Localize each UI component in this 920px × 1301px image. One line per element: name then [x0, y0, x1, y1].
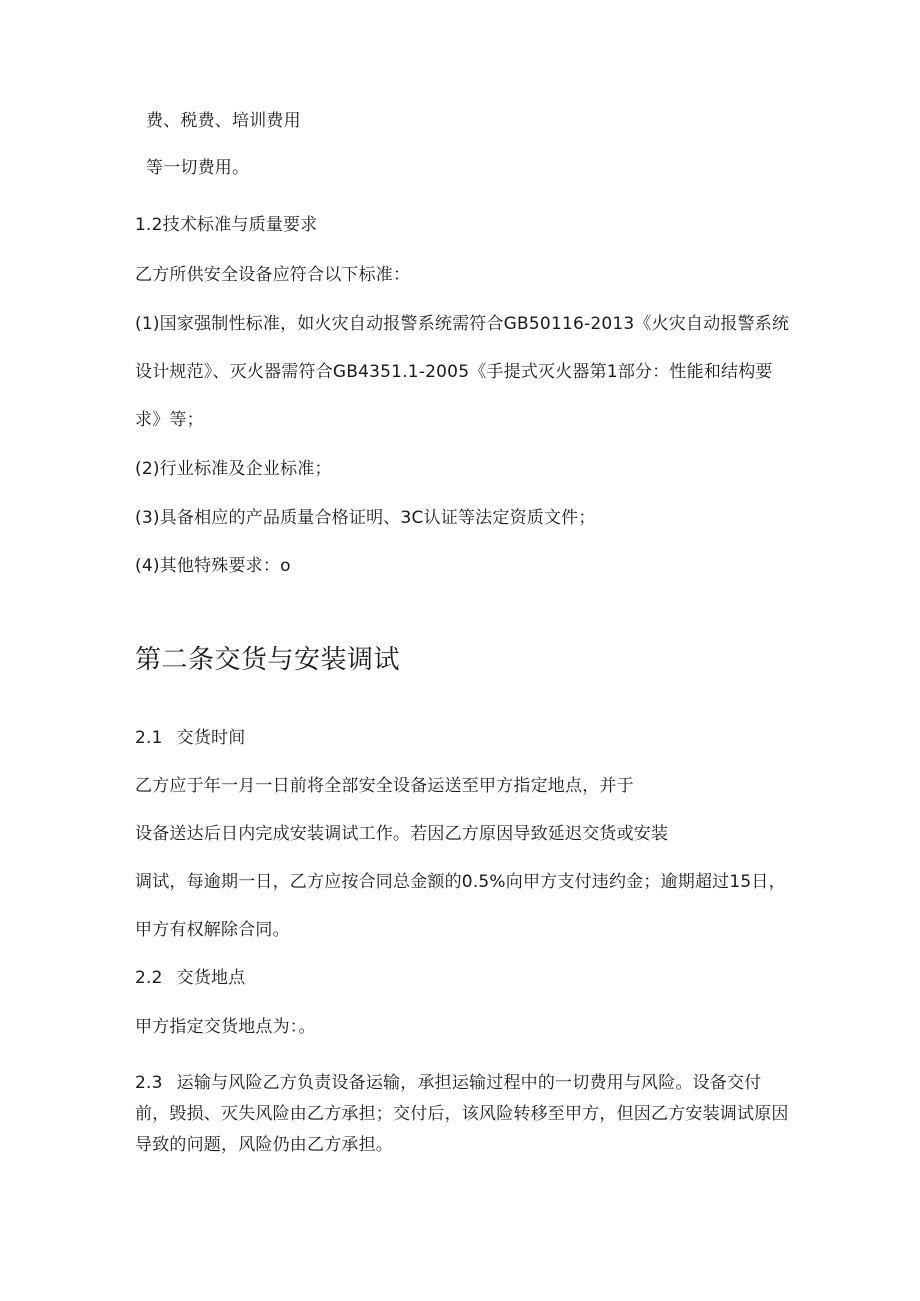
transport-risk-text-1: 运输与风险乙方负责设备运输，承担运输过程中的一切费用与风险。设备交付: [176, 1073, 762, 1093]
delivery-time-line-4: 甲方有权解除合同。: [135, 920, 290, 940]
standard-item-1-line-1: (1)国家强制性标准，如火灾自动报警系统需符合GB50116-2013《火灾自动报警系统: [135, 314, 790, 334]
subheading-1-2: 1.2技术标准与质量要求: [135, 215, 318, 235]
standard-item-2: (2)行业标准及企业标准；: [135, 459, 332, 479]
standard-item-3: (3)具备相应的产品质量合格证明、3C认证等法定资质文件；: [135, 508, 596, 528]
clause-number-2-3: 2.3: [135, 1073, 163, 1093]
subheading-2-1: [135, 727, 245, 749]
transport-risk-line-2: 前，毁损、灭失风险由乙方承担；交付后，该风险转移至甲方，但因乙方安装调试原因: [135, 1104, 789, 1124]
delivery-time-line-1: 乙方应于年一月一日前将全部安全设备运送至甲方指定地点，并于: [135, 776, 634, 796]
delivery-location-line: 甲方指定交货地点为：。: [135, 1017, 316, 1037]
transport-risk-line-3: 导致的问题，风险仍由乙方承担。: [135, 1135, 393, 1155]
delivery-time-line-3: 调试，每逾期一日，乙方应按合同总金额的0.5%向甲方支付违约金；逾期超过15日，: [135, 872, 786, 892]
delivery-time-line-2: 设备送达后日内完成安装调试工作。若因乙方原因导致延迟交货或安装: [135, 824, 669, 844]
standard-item-1-line-2: 设计规范》、灭火器需符合GB4351.1-2005《手提式灭火器第1部分：性能和结构要: [135, 362, 773, 382]
clause-title-2-1: 交货时间: [176, 728, 246, 748]
clause-number-2-2: 2.2: [135, 968, 163, 988]
cost-line-2: 等一切费用。: [146, 158, 250, 178]
standard-item-1-line-3: 求》等；: [135, 410, 204, 430]
cost-line-1: 费、税费、培训费用: [146, 111, 301, 131]
subheading-2-2: [135, 967, 245, 989]
section-2-title: 第二条交货与安装调试: [135, 645, 401, 675]
clause-number-2-1: 2.1: [135, 728, 163, 748]
standards-intro: 乙方所供安全设备应符合以下标准：: [135, 265, 411, 285]
transport-risk-line-1: [135, 1072, 761, 1094]
standard-item-4: (4)其他特殊要求：o: [135, 556, 291, 576]
clause-title-2-2: 交货地点: [176, 968, 246, 988]
